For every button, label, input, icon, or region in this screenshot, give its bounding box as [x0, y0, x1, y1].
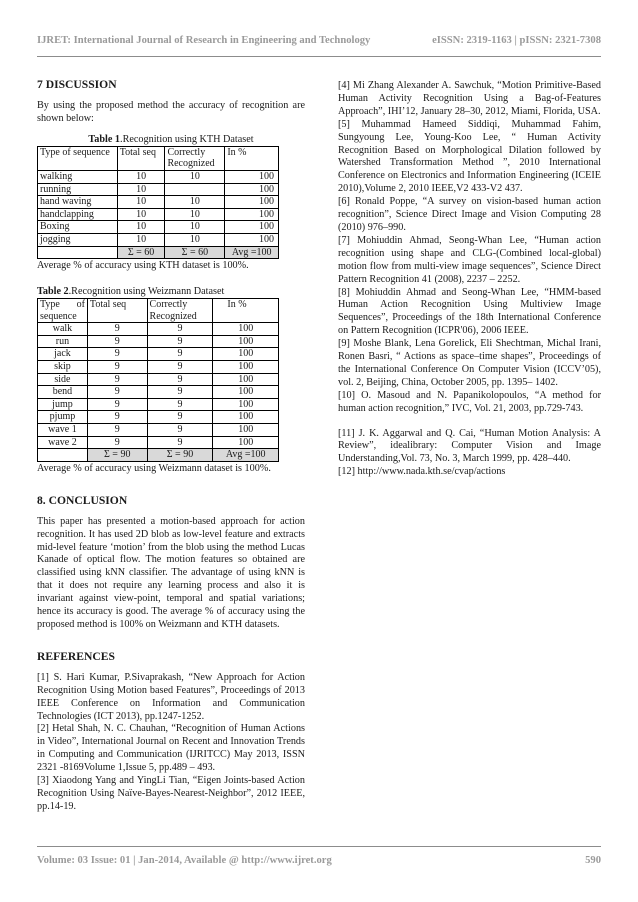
- reference-item: [8] Mohiuddin Ahmad and Seong-Whan Lee, “HMM-based Human Action Recognition Using Multiview Image Sequences”, Proceedings of the 18th International Conference on Pattern Recognition (ICPR'06), 2006 IEEE.: [338, 286, 601, 337]
- table2-header-cell: Type of sequence: [38, 299, 88, 323]
- discussion-intro: By using the proposed method the accuracy of recognition are shown below:: [37, 100, 305, 124]
- page-number: 590: [585, 855, 601, 866]
- reference-item: [12] http://www.nada.kth.se/cvap/actions: [338, 466, 506, 478]
- table-cell: 100: [213, 335, 279, 348]
- table-cell: 9: [87, 335, 147, 348]
- table-cell: 9: [87, 411, 147, 424]
- reference-item: [10] O. Masoud and N. Papanikolopoulos, “A method for human action recognition,” IVC, Vol. 21, 2003, pp.729-743.: [338, 389, 601, 414]
- table-cell: jogging: [38, 233, 118, 246]
- table-cell: 9: [87, 323, 147, 336]
- header-rule: [37, 56, 601, 57]
- table2-header-cell: Total seq: [87, 299, 147, 323]
- reference-item: [4] Mi Zhang Alexander A. Sawchuk, “Motion Primitive-Based Human Activity Recognition Using a Bag-of-Features Approach”, IHI’12, January 28–30, 2012, Miami, Florida, USA.: [338, 80, 601, 117]
- reference-item: [7] Mohiuddin Ahmad, Seong-Whan Lee, “Human action recognition using shape and CLG-(Combined local-global) motion flow from multi-view image sequences”, Science Direct Pattern Recognition 41 (2008), 2237 – 2252.: [338, 234, 601, 285]
- table-row: [38, 183, 279, 196]
- table-cell: 100: [225, 196, 279, 209]
- table-cell: 9: [147, 411, 213, 424]
- table-cell: 10: [165, 208, 225, 221]
- discussion-heading: 7 DISCUSSION: [37, 78, 117, 91]
- table-row: [38, 196, 279, 209]
- sum-cell: Σ = 90: [147, 449, 213, 462]
- table-cell: 10: [117, 171, 165, 184]
- table-cell: 9: [147, 424, 213, 437]
- table-cell: 10: [117, 221, 165, 234]
- table2-caption-text: .Recognition using Weizmann Dataset: [68, 286, 225, 298]
- table-cell: jack: [38, 348, 88, 361]
- table2-sum-row: [38, 449, 279, 462]
- table2-header-row: [38, 299, 279, 323]
- table-cell: 100: [213, 436, 279, 449]
- table2-header-cell: In %: [213, 299, 279, 323]
- table-cell: 9: [147, 373, 213, 386]
- table-cell: 100: [213, 361, 279, 374]
- table-cell: 100: [213, 424, 279, 437]
- table-cell: 10: [165, 196, 225, 209]
- table-cell: 100: [213, 398, 279, 411]
- table-cell: 10: [165, 221, 225, 234]
- table-cell: side: [38, 373, 88, 386]
- table2-note: Average % of accuracy using Weizmann dataset is 100%.: [37, 462, 271, 474]
- table-cell: 9: [147, 323, 213, 336]
- table1-caption-label: Table 1: [88, 133, 121, 145]
- reference-item: [2] Hetal Shah, N. C. Chauhan, “Recognition of Human Actions in Video”, International Journal on Recent and Innovation Trends in Computing and Communication (IJRITCC) May 2013, ISSN 2321 -8169Volume 1,Issue 5, pp.489 – 493.: [37, 723, 305, 774]
- table-cell: skip: [38, 361, 88, 374]
- reference-item: [11] J. K. Aggarwal and Q. Cai, “Human Motion Analysis: A Review”, idealibrary: Computer Vision and Image Understanding,Vol. 73, No. 3, March 1999, pp. 428–440.: [338, 427, 601, 465]
- sum-cell: Σ = 90: [87, 449, 147, 462]
- table-cell: 9: [87, 386, 147, 399]
- table-cell: 9: [147, 436, 213, 449]
- table-cell: 9: [87, 436, 147, 449]
- table1-kth: [37, 146, 279, 259]
- table1-caption-text: .Recognition using KTH Dataset: [120, 133, 254, 145]
- table-cell: 100: [225, 233, 279, 246]
- conclusion-text: This paper has presented a motion-based approach for action recognition. It has used 2D blob as low-level feature and extracts mid-level feature ‘motion’ from the blob using the method Lucas Kanade of optical flow. The motion features so obtained are classified using kNN classifier. The advantage of using kNN is that it does not require any learning process and also it is invariant against view-point, temporal and spatial variations; hence its accuracy is good. The average % of accuracy using the proposed method is 100% on Weizmann and KTH datasets.: [37, 515, 305, 630]
- conclusion-heading: 8. CONCLUSION: [37, 493, 128, 507]
- table-row: [38, 361, 279, 374]
- table-cell: 100: [213, 411, 279, 424]
- table-row: [38, 171, 279, 184]
- table-row: [38, 335, 279, 348]
- table2-caption-label: Table 2: [37, 286, 69, 298]
- table2-weizmann: [37, 298, 279, 462]
- reference-item: [1] S. Hari Kumar, P.Sivaprakash, “New Approach for Action Recognition Using Motion based Features”, Proceedings of 2013 IEEE Conference on Information and Communication Technologies (ICT 2013), pp.1247-1252.: [37, 671, 305, 722]
- table1-header-cell: Correctly Recognized: [165, 146, 225, 170]
- sum-cell: Σ = 60: [117, 246, 165, 259]
- table-cell: 9: [147, 335, 213, 348]
- table-cell: 100: [213, 348, 279, 361]
- table-row: [38, 233, 279, 246]
- reference-item: [9] Moshe Blank, Lena Gorelick, Eli Shechtman, Michal Irani, Ronen Basri, “ Actions as space–time shapes”, Proceedings of the International Conference On Computer Vision (ICCV’05), vol. 2, Beijing, China, October 2005, pp. 1395– 1402.: [338, 338, 601, 388]
- table-cell: 10: [165, 233, 225, 246]
- table-cell: 100: [225, 171, 279, 184]
- table-cell: 9: [87, 373, 147, 386]
- table-cell: 9: [87, 398, 147, 411]
- table-cell: wave 1: [38, 424, 88, 437]
- table2-caption: [37, 285, 305, 298]
- table-row: [38, 436, 279, 449]
- issn-text: eISSN: 2319-1163 | pISSN: 2321-7308: [432, 35, 601, 46]
- table-row: [38, 411, 279, 424]
- table-row: [38, 221, 279, 234]
- table-cell: 9: [147, 361, 213, 374]
- table-cell: 10: [117, 196, 165, 209]
- table1-header-row: [38, 146, 279, 170]
- references-heading: REFERENCES: [37, 649, 115, 663]
- running-footer: [37, 855, 601, 871]
- table-row: [38, 386, 279, 399]
- table1-note: Average % of accuracy using KTH dataset is 100%.: [37, 260, 249, 272]
- table-cell: 9: [87, 424, 147, 437]
- table-cell: walking: [38, 171, 118, 184]
- table-cell: 100: [225, 183, 279, 196]
- table-cell: pjump: [38, 411, 88, 424]
- table-row: [38, 424, 279, 437]
- table1-caption: [37, 133, 305, 146]
- table-cell: handclapping: [38, 208, 118, 221]
- avg-cell: Avg =100: [225, 246, 279, 259]
- footer-rule: [37, 846, 601, 847]
- table-cell: 10: [117, 233, 165, 246]
- table-row: [38, 323, 279, 336]
- reference-item: [3] Xiaodong Yang and YingLi Tian, “Eigen Joints-based Action Recognition Using Naïve-Bayes-Nearest-Neighbor”, 2012 IEEE, pp.14-19.: [37, 775, 305, 812]
- running-header: [37, 35, 601, 51]
- table-cell: wave 2: [38, 436, 88, 449]
- table-cell: Boxing: [38, 221, 118, 234]
- table-cell: 9: [87, 348, 147, 361]
- reference-item: [5] Muhammad Hameed Siddiqi, Muhammad Fahim, Sungyoung Lee, Young-Koo Lee, “ Human Activity Recognition Based on Morphological Dilation followed by Watershed Transformation Method ”, 2010 International Conference on Electronics and Information Engineering (ICEIE 2010),Volume 2, 2010 IEEE,V2 433-V2 437.: [338, 118, 601, 195]
- table-cell: run: [38, 335, 88, 348]
- table-cell: 9: [147, 398, 213, 411]
- left-column: [37, 78, 305, 814]
- table-cell: walk: [38, 323, 88, 336]
- table-row: [38, 348, 279, 361]
- table-cell: 10: [117, 183, 165, 196]
- table-cell: running: [38, 183, 118, 196]
- table-cell: [165, 183, 225, 196]
- table-cell: 100: [225, 208, 279, 221]
- table-cell: 9: [87, 361, 147, 374]
- table-cell: hand waving: [38, 196, 118, 209]
- sum-cell: Σ = 60: [165, 246, 225, 259]
- avg-cell: Avg =100: [213, 449, 279, 462]
- table-cell: jump: [38, 398, 88, 411]
- table-cell: 10: [117, 208, 165, 221]
- table-cell: bend: [38, 386, 88, 399]
- table-cell: 100: [225, 221, 279, 234]
- table-cell: 100: [213, 386, 279, 399]
- table-row: [38, 373, 279, 386]
- reference-item: [6] Ronald Poppe, “A survey on vision-based human action recognition”, Science Direct Image and Vision Computing 28 (2010) 976–990.: [338, 196, 601, 233]
- table1-sum-row: [38, 246, 279, 259]
- table2-header-cell: Correctly Recognized: [147, 299, 213, 323]
- table-cell: [38, 246, 118, 259]
- table1-header-cell: In %: [225, 146, 279, 170]
- table1-header-cell: Type of sequence: [38, 146, 118, 170]
- table-row: [38, 208, 279, 221]
- table-cell: [38, 449, 88, 462]
- table-row: [38, 398, 279, 411]
- table-cell: 9: [147, 386, 213, 399]
- table-cell: 100: [213, 323, 279, 336]
- table-cell: 10: [165, 171, 225, 184]
- table-cell: 9: [147, 348, 213, 361]
- right-column: [338, 80, 601, 479]
- journal-title: IJRET: International Journal of Research in Engineering and Technology: [37, 35, 371, 46]
- table-cell: 100: [213, 373, 279, 386]
- volume-info: Volume: 03 Issue: 01 | Jan-2014, Available @ http://www.ijret.org: [37, 855, 332, 866]
- table1-header-cell: Total seq: [117, 146, 165, 170]
